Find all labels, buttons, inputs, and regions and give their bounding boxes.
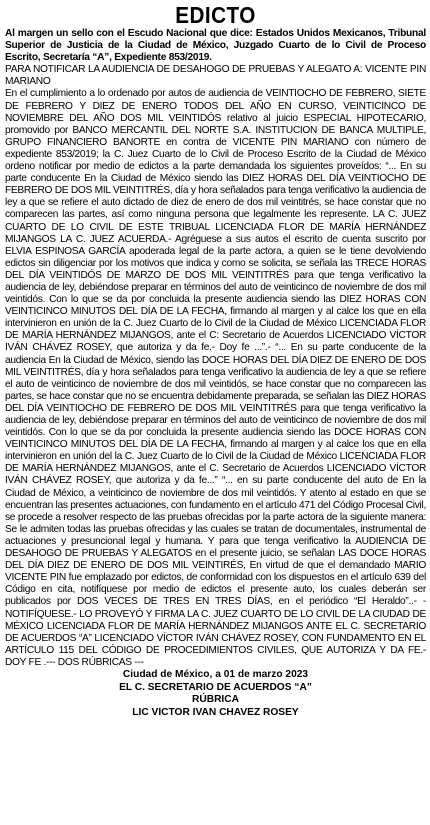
- signer-name: LIC VICTOR IVAN CHAVEZ ROSEY: [132, 706, 299, 718]
- notify-line: PARA NOTIFICAR LA AUDIENCIA DE DESAHOGO DE PRUEBAS Y ALEGATO A: VICENTE PIN MARIANO: [5, 64, 426, 88]
- margin-seal-note: Al margen un sello con el Escudo Nacional que dice: Estados Unidos Mexicanos, Tribunal Superior de Justicia de la Ciudad de México, Juzgado Cuarto de lo Civil de Proceso Escrito, Secretaría “A”, Expediente 853/2019.: [5, 28, 426, 64]
- edicto-body: En el cumplimiento a lo ordenado por autos de audiencia de VEINTIOCHO DE FEBRERO, SIETE DE FEBRERO Y DIEZ DE ENERO TODOS DEL AÑO EN CURSO, VEINTICINCO DE NOVIEMBRE DEL AÑO DOS MIL VEINTIDÓS relativo al juicio ESPECIAL HIPOTECARIO, promovido por BANCO MERCANTIL DEL NORTE S.A. INSTITUCION DE BANCA MULTIPLE, GRUPO FINANCIERO BANORTE en contra de VICENTE PIN MARIANO con número de expediente 853/2019; la C. Juez Cuarto de lo Civil de Proceso Escrito de la Ciudad de México ordeno notificar por medio de edictos a la parte demandada los siguientes proveídos: “... En su parte conducente En la Ciudad de México siendo las DIEZ HORAS DEL DÍA VEINTIOCHO DE FEBRERO DE DOS MIL VEINTITRÉS, día y hora señalados para tenga verificativo la audiencia de ley a que se refiere el auto dictado de diez de enero de dos mil veintitrés, se hace constar que no comparecen las partes, así como ninguna persona que legalmente les represente. LA C. JUEZ CUARTO DE LO CIVIL DE ESTE TRIBUAL LICENCIADA FLOR DE MARÍA HERNÁNDEZ MIJANGOS LA C. JUEZ ACUERDA.- Agréguese a sus autos el escrito de cuenta suscrito por ELVIA ESPINOSA GARCÍA apoderada legal de la parte actora, a quien se le tiene devolviendo edictos sin diligenciar por los motivos que indica y como se solicita, se señala las TRECE HORAS DEL DÍA VEINTIDÓS DE MARZO DE DOS MIL VEINTITRÉS para que tenga verificativo la audiencia de ley, debiéndose preparar en términos del auto de veinticinco de noviembre de dos mil veintidós. Con lo que se da por concluida la presente audiencia siendo las DIEZ HORAS CON VEINTICINCO MINUTOS DEL DÍA DE LA FECHA, firmando al margen y al calce los que en ella intervinieron en unión de la C. Juez Cuarto de lo Civil de la Ciudad de México LICENCIADA FLOR DE MARÍA HERNÁNDEZ MIJANGOS, ante el C: Secretario de Acuerdos LICENCIADO VÍCTOR IVÁN CHÁVEZ ROSEY, que autoriza y da fe.- Doy fe ...”.- “... En su parte conducente de la audiencia En la Ciudad de México, siendo las DOCE HORAS DEL DÍA DIEZ DE ENERO DE DOS MIL VEINTITRÉS, día y hora señalados para tenga verificativo la audiencia de ley a que se refiere el auto de veinticinco de noviembre de dos mil veintidós, se hace constar que no comparecen las partes, se hace constar que no se encuentra debidamente preparada, se señalan las DIEZ HORAS DEL DÍA VEINTIOCHO DE FEBRERO DE DOS MIL VEINTITRÉS para que tenga verificativo la audiencia de ley, debiéndose preparar en términos del auto de veinticinco de noviembre de dos mil veintidós. Con lo que se da por concluida la presente audiencia siendo las DOCE HORAS CON VEINTICINCO MINUTOS DEL DÍA DE LA FECHA, firmando al margen y al calce los que en ella intervinieron en unión del la C. Juez Cuarto de lo Civil de la Ciudad de México LICENCIADA FLOR DE MARÍA HERNÁNDEZ MIJANGOS, ante el C. Secretario de Acuerdos LICENCIADO VÍCTOR IVÁN CHÁVEZ ROSEY, que autoriza y da fe...” “... en su parte conducente del auto de En la Ciudad de México, a veinticinco de noviembre de dos mil veintidós. Y atento al estado en que se encuentran las presentes actuaciones, con fundamento en el artículo 471 del Código Procesal Civil, se procede a resolver respecto de las pruebas ofrecidas por la parte actora de la siguiente manera: Se le admiten todas las pruebas ofrecidas y las cuales se tratan de documentales, instrumental de actuaciones y presuncional legal y humana. Y para que tenga verificativo la AUDIENCIA DE DESAHOGO DE PRUEBAS Y ALEGATOS en el presente juicio, se señalan LAS DOCE HORAS DEL DÍA DIEZ DE ENERO DE DOS MIL VEINTIRÉS, En virtud de que el demandado MARIO VICENTE PIN fue emplazado por edictos, de conformidad con los dispuestos en el artículo 639 del Código en cita, notifíquese por medio de edictos el presente auto, los cuales deberán ser publicados por DOS VECES DE TRES EN TRES DÍAS, en el periódico “El Heraldo”..- - NOTIFÍQUESE.- LO PROVEYÓ Y FIRMA LA C. JUEZ CUARTO DE LO CIVIL DE LA CIUDAD DE MÉXICO LICENCIADA FLOR DE MARÍA HERNÁNDEZ MIJANGOS ANTE EL C. SECRETARIO DE ACUERDOS “A” LICENCIADO VÍCTOR IVÁN CHÁVEZ ROSEY, CON FUNDAMENTO EN EL ARTÍCULO 115 DEL CÓDIGO DE PROCEDIMIENTOS CIVILES, QUE AUTORIZA Y DA FE.- DOY FE .--- DOS RÚBRICAS ---: [5, 88, 426, 668]
- edicto-title: EDICTO: [175, 2, 256, 28]
- place-date: Ciudad de México, a 01 de marzo 2023: [122, 668, 309, 680]
- secretary-role: EL C. SECRETARIO DE ACUERDOS “A”: [119, 681, 312, 693]
- rubrica-label: RÚBRICA: [192, 694, 239, 706]
- signature-block: [5, 669, 426, 719]
